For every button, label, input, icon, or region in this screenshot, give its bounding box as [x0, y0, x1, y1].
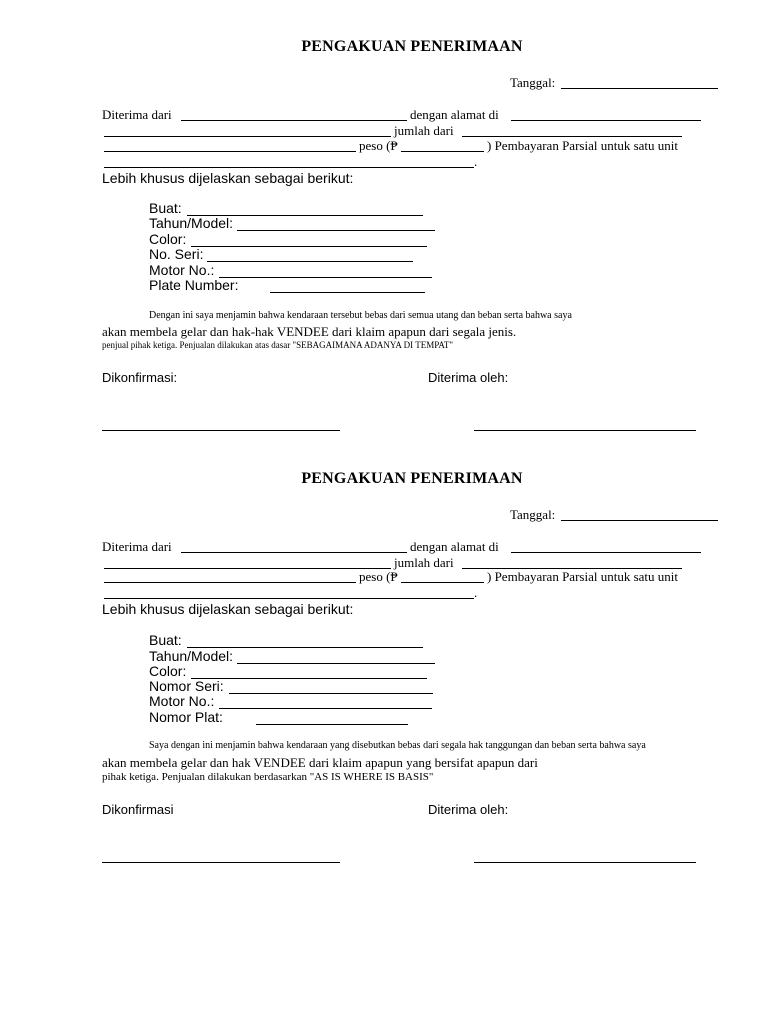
pembayaran-label: ) Pembayaran Parsial untuk satu unit: [487, 138, 678, 153]
diterima-dari-label: Diterima dari: [102, 539, 172, 554]
field-seri-label: No. Seri:: [149, 246, 204, 262]
dikonfirmasi-label: Dikonfirmasi: [102, 802, 174, 817]
alamat-blank-2[interactable]: [104, 568, 391, 569]
unit-blank[interactable]: [104, 598, 474, 599]
peso-blank[interactable]: [401, 151, 484, 152]
signature-diterima-line[interactable]: [474, 430, 696, 431]
field-motor-blank[interactable]: [219, 708, 432, 709]
amount-words-blank[interactable]: [104, 582, 356, 583]
field-seri-blank[interactable]: [229, 693, 433, 694]
form-title: PENGAKUAN PENERIMAAN: [301, 470, 523, 487]
signature-diterima-line[interactable]: [474, 862, 696, 863]
alamat-blank[interactable]: [511, 552, 701, 553]
field-plate-label: Plate Number:: [149, 277, 239, 293]
tanggal-blank[interactable]: [561, 88, 718, 89]
diterima-oleh-label: Diterima oleh:: [428, 370, 509, 385]
field-motor-blank[interactable]: [219, 277, 432, 278]
dikonfirmasi-label: Dikonfirmasi:: [102, 370, 178, 385]
amount-words-blank[interactable]: [104, 151, 356, 152]
lebih-khusus-label: Lebih khusus dijelaskan sebagai berikut:: [102, 601, 354, 617]
warranty-line-1: Saya dengan ini menjamin bahwa kendaraan yang disebutkan bebas dari segala hak tanggungan dan beban serta bahwa saya: [149, 740, 646, 751]
warranty-line-3: penjual pihak ketiga. Penjualan dilakukan atas dasar "SEBAGAIMANA ADANYA DI TEMPAT": [102, 340, 454, 350]
field-color-blank[interactable]: [191, 678, 427, 679]
field-buat-label: Buat:: [149, 632, 182, 648]
jumlah-blank[interactable]: [462, 136, 682, 137]
peso-label: peso (₱: [359, 569, 398, 584]
signature-dikonfirmasi-line[interactable]: [102, 430, 340, 431]
field-tahun-blank[interactable]: [237, 230, 435, 231]
pembayaran-label: ) Pembayaran Parsial untuk satu unit: [487, 569, 678, 584]
diterima-dari-blank[interactable]: [181, 120, 407, 121]
warranty-line-2: akan membela gelar dan hak-hak VENDEE dari klaim apapun dari segala jenis.: [102, 324, 517, 339]
unit-blank[interactable]: [104, 167, 474, 168]
field-seri-blank[interactable]: [207, 261, 413, 262]
diterima-dari-blank[interactable]: [181, 552, 407, 553]
tanggal-blank[interactable]: [561, 520, 718, 521]
warranty-line-1: Dengan ini saya menjamin bahwa kendaraan tersebut bebas dari semua utang dan beban serta bahwa saya: [149, 310, 572, 321]
field-color-blank[interactable]: [191, 246, 427, 247]
jumlah-dari-label: jumlah dari: [394, 123, 454, 138]
field-plate-blank[interactable]: [270, 292, 425, 293]
warranty-line-3: pihak ketiga. Penjualan dilakukan berdasarkan "AS IS WHERE IS BASIS": [102, 771, 434, 783]
diterima-oleh-label: Diterima oleh:: [428, 802, 509, 817]
tanggal-label: Tanggal:: [510, 75, 556, 90]
dengan-alamat-label: dengan alamat di: [410, 539, 499, 554]
signature-dikonfirmasi-line[interactable]: [102, 862, 340, 863]
form-title: PENGAKUAN PENERIMAAN: [301, 38, 523, 55]
peso-label: peso (₱: [359, 138, 398, 153]
peso-blank[interactable]: [401, 582, 484, 583]
field-plate-blank[interactable]: [256, 724, 408, 725]
field-seri-label: Nomor Seri:: [149, 678, 224, 694]
field-color-label: Color:: [149, 663, 187, 679]
lebih-khusus-label: Lebih khusus dijelaskan sebagai berikut:: [102, 170, 354, 186]
field-color-label: Color:: [149, 231, 187, 247]
alamat-blank[interactable]: [511, 120, 701, 121]
alamat-blank-2[interactable]: [104, 136, 391, 137]
field-motor-label: Motor No.:: [149, 693, 215, 709]
dengan-alamat-label: dengan alamat di: [410, 107, 499, 122]
jumlah-dari-label: jumlah dari: [394, 555, 454, 570]
field-buat-label: Buat:: [149, 200, 182, 216]
period: .: [474, 585, 478, 600]
field-tahun-blank[interactable]: [237, 663, 435, 664]
field-plate-label: Nomor Plat:: [149, 709, 223, 725]
field-motor-label: Motor No.:: [149, 262, 215, 278]
tanggal-label: Tanggal:: [510, 507, 556, 522]
field-tahun-label: Tahun/Model:: [149, 648, 234, 664]
diterima-dari-label: Diterima dari: [102, 107, 172, 122]
warranty-line-2: akan membela gelar dan hak VENDEE dari klaim apapun yang bersifat apapun dari: [102, 755, 538, 770]
period: .: [474, 154, 478, 169]
field-tahun-label: Tahun/Model:: [149, 215, 234, 231]
